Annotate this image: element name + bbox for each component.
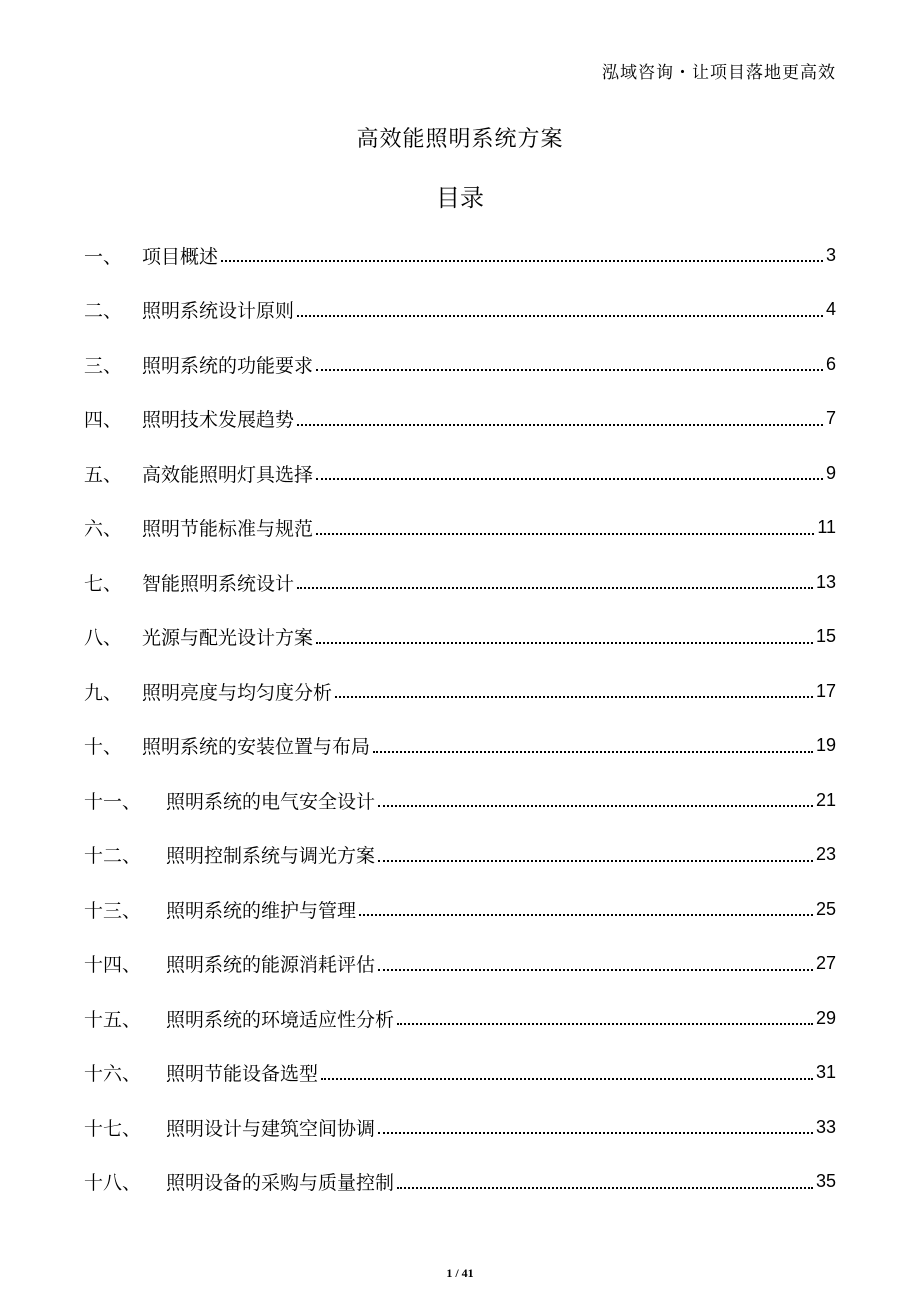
- toc-entry-number: 一、: [84, 245, 123, 268]
- toc-entry[interactable]: [84, 610, 836, 665]
- toc-entry-title: 照明系统的维护与管理: [166, 899, 357, 922]
- toc-entry[interactable]: [84, 882, 836, 937]
- toc-dot-leader: [378, 969, 813, 971]
- toc-dot-leader: [373, 751, 813, 753]
- toc-entry-page: 9: [825, 462, 836, 483]
- toc-entry-number: 十五、: [84, 1008, 142, 1031]
- toc-dot-leader: [297, 424, 823, 426]
- toc-entry-number: 十一、: [84, 790, 142, 813]
- toc-entry-number: 三、: [84, 354, 123, 377]
- toc-entry-title: 照明控制系统与调光方案: [166, 845, 376, 868]
- toc-entry[interactable]: [84, 337, 836, 392]
- toc-entry-page: 21: [815, 789, 836, 810]
- toc-entry-title: 照明系统的环境适应性分析: [166, 1008, 395, 1031]
- toc-dot-leader: [316, 533, 814, 535]
- toc-dot-leader: [316, 369, 823, 371]
- toc-entry-title: 项目概述: [142, 245, 219, 268]
- table-of-contents: [84, 228, 836, 1209]
- toc-entry-title: 光源与配光设计方案: [142, 627, 314, 650]
- toc-entry-page: 19: [815, 735, 836, 756]
- toc-entry-page: 3: [825, 244, 836, 265]
- toc-entry-title: 高效能照明灯具选择: [142, 463, 314, 486]
- toc-entry-page: 17: [815, 680, 836, 701]
- toc-entry-title: 照明系统的功能要求: [142, 354, 314, 377]
- toc-dot-leader: [335, 696, 813, 698]
- toc-entry-number: 十二、: [84, 845, 142, 868]
- toc-entry[interactable]: [84, 228, 836, 283]
- toc-entry-number: 十六、: [84, 1063, 142, 1086]
- toc-dot-leader: [378, 1132, 813, 1134]
- toc-entry-page: 33: [815, 1116, 836, 1137]
- toc-entry-title: 照明系统的安装位置与布局: [142, 736, 371, 759]
- toc-entry[interactable]: [84, 283, 836, 338]
- toc-entry[interactable]: [84, 1155, 836, 1210]
- toc-entry-number: 七、: [84, 572, 123, 595]
- toc-entry[interactable]: [84, 664, 836, 719]
- toc-dot-leader: [316, 478, 823, 480]
- toc-entry-number: 十八、: [84, 1172, 142, 1195]
- toc-entry-number: 四、: [84, 409, 123, 432]
- document-title: 高效能照明系统方案: [356, 127, 564, 152]
- toc-entry-page: 31: [815, 1062, 836, 1083]
- toc-entry-number: 十、: [84, 736, 123, 759]
- toc-entry-title: 照明设备的采购与质量控制: [166, 1172, 395, 1195]
- toc-dot-leader: [359, 914, 813, 916]
- toc-entry-page: 27: [815, 953, 836, 974]
- toc-entry-title: 照明节能设备选型: [166, 1063, 319, 1086]
- toc-entry[interactable]: [84, 773, 836, 828]
- toc-dot-leader: [397, 1187, 813, 1189]
- toc-entry-title: 照明技术发展趋势: [142, 409, 295, 432]
- toc-entry-page: 35: [815, 1171, 836, 1192]
- toc-entry[interactable]: [84, 719, 836, 774]
- toc-entry-title: 照明系统的能源消耗评估: [166, 954, 376, 977]
- toc-dot-leader: [316, 642, 813, 644]
- toc-entry-page: 23: [815, 844, 836, 865]
- toc-entry-page: 6: [825, 353, 836, 374]
- toc-entry-title: 智能照明系统设计: [142, 572, 295, 595]
- toc-entry-number: 十三、: [84, 899, 142, 922]
- toc-entry-page: 29: [815, 1007, 836, 1028]
- toc-entry-title: 照明设计与建筑空间协调: [166, 1117, 376, 1140]
- toc-entry[interactable]: [84, 1046, 836, 1101]
- toc-entry[interactable]: [84, 446, 836, 501]
- toc-entry-number: 五、: [84, 463, 123, 486]
- toc-entry-title: 照明节能标准与规范: [142, 518, 314, 541]
- toc-entry[interactable]: [84, 937, 836, 992]
- toc-entry[interactable]: [84, 555, 836, 610]
- toc-entry-page: 13: [815, 571, 836, 592]
- toc-entry[interactable]: [84, 501, 836, 556]
- toc-entry-number: 十四、: [84, 954, 142, 977]
- toc-entry-number: 六、: [84, 518, 123, 541]
- toc-entry-number: 九、: [84, 681, 123, 704]
- toc-entry-title: 照明亮度与均匀度分析: [142, 681, 333, 704]
- toc-dot-leader: [221, 260, 823, 262]
- toc-entry-number: 十七、: [84, 1117, 142, 1140]
- toc-entry-number: 二、: [84, 300, 123, 323]
- toc-entry-page: 15: [815, 626, 836, 647]
- toc-entry-title: 照明系统设计原则: [142, 300, 295, 323]
- toc-entry-title: 照明系统的电气安全设计: [166, 790, 376, 813]
- toc-dot-leader: [378, 860, 813, 862]
- toc-dot-leader: [297, 315, 823, 317]
- toc-dot-leader: [378, 805, 813, 807]
- toc-entry-page: 4: [825, 299, 836, 320]
- toc-entry-number: 八、: [84, 627, 123, 650]
- header-tagline: 泓域咨询・让项目落地更高效: [602, 63, 836, 83]
- toc-dot-leader: [397, 1023, 813, 1025]
- toc-entry[interactable]: [84, 828, 836, 883]
- toc-entry[interactable]: [84, 991, 836, 1046]
- toc-entry[interactable]: [84, 392, 836, 447]
- toc-entry-page: 7: [825, 408, 836, 429]
- toc-entry-page: 25: [815, 898, 836, 919]
- toc-heading: 目录: [436, 184, 484, 212]
- toc-dot-leader: [321, 1078, 813, 1080]
- toc-entry[interactable]: [84, 1100, 836, 1155]
- toc-entry-page: 11: [817, 517, 836, 538]
- page-indicator: 1 / 41: [446, 1266, 474, 1280]
- toc-dot-leader: [297, 587, 813, 589]
